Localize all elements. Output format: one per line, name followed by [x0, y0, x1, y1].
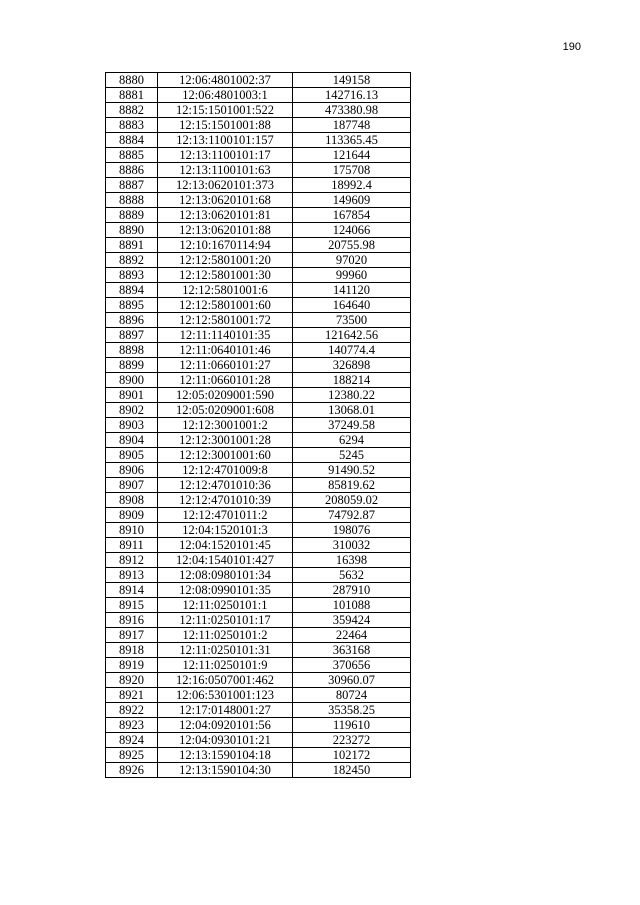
- value-cell: 121644: [293, 148, 411, 163]
- value-cell: 12380.22: [293, 388, 411, 403]
- value-cell: 6294: [293, 433, 411, 448]
- cadastral-number-cell: 12:06:4801002:37: [158, 73, 293, 88]
- cadastral-number-cell: 12:12:5801001:72: [158, 313, 293, 328]
- row-number-cell: 8914: [106, 583, 158, 598]
- value-cell: 326898: [293, 358, 411, 373]
- value-cell: 141120: [293, 283, 411, 298]
- table-row: [106, 148, 411, 163]
- value-cell: 20755.98: [293, 238, 411, 253]
- table-row: [106, 73, 411, 88]
- row-number-cell: 8886: [106, 163, 158, 178]
- table-row: [106, 238, 411, 253]
- table-row: [106, 283, 411, 298]
- cadastral-number-cell: 12:12:5801001:30: [158, 268, 293, 283]
- row-number-cell: 8894: [106, 283, 158, 298]
- value-cell: 5245: [293, 448, 411, 463]
- page-number: 190: [562, 41, 581, 53]
- value-cell: 13068.01: [293, 403, 411, 418]
- row-number-cell: 8907: [106, 478, 158, 493]
- cadastral-number-cell: 12:13:1590104:30: [158, 763, 293, 778]
- cadastral-number-cell: 12:06:4801003:1: [158, 88, 293, 103]
- table-row: [106, 598, 411, 613]
- table-row: [106, 433, 411, 448]
- value-cell: 102172: [293, 748, 411, 763]
- row-number-cell: 8901: [106, 388, 158, 403]
- cadastral-number-cell: 12:08:0990101:35: [158, 583, 293, 598]
- row-number-cell: 8922: [106, 703, 158, 718]
- row-number-cell: 8918: [106, 643, 158, 658]
- cadastral-number-cell: 12:11:0660101:27: [158, 358, 293, 373]
- cadastral-number-cell: 12:11:0640101:46: [158, 343, 293, 358]
- value-cell: 113365.45: [293, 133, 411, 148]
- table-row: [106, 223, 411, 238]
- value-cell: 310032: [293, 538, 411, 553]
- value-cell: 91490.52: [293, 463, 411, 478]
- table-row: [106, 373, 411, 388]
- table-body: [106, 73, 411, 778]
- value-cell: 208059.02: [293, 493, 411, 508]
- row-number-cell: 8903: [106, 418, 158, 433]
- value-cell: 73500: [293, 313, 411, 328]
- row-number-cell: 8898: [106, 343, 158, 358]
- table-row: [106, 673, 411, 688]
- cadastral-number-cell: 12:13:0620101:373: [158, 178, 293, 193]
- cadastral-number-cell: 12:11:1140101:35: [158, 328, 293, 343]
- cadastral-number-cell: 12:11:0660101:28: [158, 373, 293, 388]
- cadastral-number-cell: 12:04:0930101:21: [158, 733, 293, 748]
- row-number-cell: 8908: [106, 493, 158, 508]
- row-number-cell: 8905: [106, 448, 158, 463]
- row-number-cell: 8895: [106, 298, 158, 313]
- row-number-cell: 8913: [106, 568, 158, 583]
- cadastral-number-cell: 12:06:5301001:123: [158, 688, 293, 703]
- table-row: [106, 268, 411, 283]
- table-row: [106, 733, 411, 748]
- cadastral-number-cell: 12:04:1520101:3: [158, 523, 293, 538]
- row-number-cell: 8881: [106, 88, 158, 103]
- row-number-cell: 8883: [106, 118, 158, 133]
- table-row: [106, 763, 411, 778]
- table-row: [106, 343, 411, 358]
- row-number-cell: 8882: [106, 103, 158, 118]
- table-row: [106, 493, 411, 508]
- value-cell: 121642.56: [293, 328, 411, 343]
- cadastral-number-cell: 12:11:0250101:2: [158, 628, 293, 643]
- value-cell: 22464: [293, 628, 411, 643]
- table-row: [106, 133, 411, 148]
- cadastral-number-cell: 12:11:0250101:1: [158, 598, 293, 613]
- table-row: [106, 403, 411, 418]
- cadastral-number-cell: 12:15:1501001:88: [158, 118, 293, 133]
- cadastral-number-cell: 12:13:1100101:157: [158, 133, 293, 148]
- table-row: [106, 358, 411, 373]
- row-number-cell: 8912: [106, 553, 158, 568]
- value-cell: 124066: [293, 223, 411, 238]
- value-cell: 149609: [293, 193, 411, 208]
- row-number-cell: 8924: [106, 733, 158, 748]
- table-row: [106, 643, 411, 658]
- value-cell: 18992.4: [293, 178, 411, 193]
- table-row: [106, 478, 411, 493]
- value-cell: 167854: [293, 208, 411, 223]
- row-number-cell: 8891: [106, 238, 158, 253]
- table-row: [106, 703, 411, 718]
- data-table: [105, 72, 411, 778]
- cadastral-number-cell: 12:12:4701009:8: [158, 463, 293, 478]
- value-cell: 140774.4: [293, 343, 411, 358]
- cadastral-number-cell: 12:15:1501001:522: [158, 103, 293, 118]
- cadastral-number-cell: 12:12:5801001:6: [158, 283, 293, 298]
- row-number-cell: 8910: [106, 523, 158, 538]
- table-row: [106, 583, 411, 598]
- table-row: [106, 538, 411, 553]
- row-number-cell: 8893: [106, 268, 158, 283]
- cadastral-number-cell: 12:10:1670114:94: [158, 238, 293, 253]
- value-cell: 164640: [293, 298, 411, 313]
- cadastral-number-cell: 12:13:1100101:17: [158, 148, 293, 163]
- cadastral-number-cell: 12:12:5801001:60: [158, 298, 293, 313]
- row-number-cell: 8887: [106, 178, 158, 193]
- row-number-cell: 8919: [106, 658, 158, 673]
- row-number-cell: 8906: [106, 463, 158, 478]
- row-number-cell: 8896: [106, 313, 158, 328]
- value-cell: 370656: [293, 658, 411, 673]
- value-cell: 473380.98: [293, 103, 411, 118]
- cadastral-number-cell: 12:12:4701010:39: [158, 493, 293, 508]
- row-number-cell: 8902: [106, 403, 158, 418]
- table-row: [106, 328, 411, 343]
- cadastral-number-cell: 12:11:0250101:9: [158, 658, 293, 673]
- value-cell: 359424: [293, 613, 411, 628]
- row-number-cell: 8916: [106, 613, 158, 628]
- table-row: [106, 448, 411, 463]
- table-row: [106, 103, 411, 118]
- value-cell: 198076: [293, 523, 411, 538]
- table-row: [106, 553, 411, 568]
- table-row: [106, 313, 411, 328]
- value-cell: 30960.07: [293, 673, 411, 688]
- value-cell: 363168: [293, 643, 411, 658]
- row-number-cell: 8889: [106, 208, 158, 223]
- value-cell: 5632: [293, 568, 411, 583]
- table-row: [106, 658, 411, 673]
- table-row: [106, 208, 411, 223]
- cadastral-number-cell: 12:12:3001001:60: [158, 448, 293, 463]
- value-cell: 287910: [293, 583, 411, 598]
- cadastral-number-cell: 12:17:0148001:27: [158, 703, 293, 718]
- cadastral-number-cell: 12:13:0620101:68: [158, 193, 293, 208]
- row-number-cell: 8917: [106, 628, 158, 643]
- row-number-cell: 8890: [106, 223, 158, 238]
- cadastral-number-cell: 12:05:0209001:608: [158, 403, 293, 418]
- cadastral-number-cell: 12:13:0620101:88: [158, 223, 293, 238]
- value-cell: 149158: [293, 73, 411, 88]
- cadastral-number-cell: 12:12:3001001:28: [158, 433, 293, 448]
- row-number-cell: 8888: [106, 193, 158, 208]
- value-cell: 35358.25: [293, 703, 411, 718]
- row-number-cell: 8885: [106, 148, 158, 163]
- row-number-cell: 8904: [106, 433, 158, 448]
- cadastral-number-cell: 12:04:0920101:56: [158, 718, 293, 733]
- table-row: [106, 298, 411, 313]
- row-number-cell: 8911: [106, 538, 158, 553]
- table-row: [106, 193, 411, 208]
- value-cell: 80724: [293, 688, 411, 703]
- cadastral-number-cell: 12:12:3001001:2: [158, 418, 293, 433]
- row-number-cell: 8925: [106, 748, 158, 763]
- table-row: [106, 508, 411, 523]
- row-number-cell: 8921: [106, 688, 158, 703]
- table-row: [106, 568, 411, 583]
- table-row: [106, 253, 411, 268]
- row-number-cell: 8920: [106, 673, 158, 688]
- table-row: [106, 388, 411, 403]
- table-row: [106, 748, 411, 763]
- table-row: [106, 178, 411, 193]
- row-number-cell: 8892: [106, 253, 158, 268]
- value-cell: 97020: [293, 253, 411, 268]
- row-number-cell: 8897: [106, 328, 158, 343]
- cadastral-number-cell: 12:13:0620101:81: [158, 208, 293, 223]
- row-number-cell: 8900: [106, 373, 158, 388]
- cadastral-number-cell: 12:13:1100101:63: [158, 163, 293, 178]
- row-number-cell: 8915: [106, 598, 158, 613]
- cadastral-number-cell: 12:12:4701010:36: [158, 478, 293, 493]
- cadastral-number-cell: 12:12:5801001:20: [158, 253, 293, 268]
- value-cell: 85819.62: [293, 478, 411, 493]
- table-row: [106, 463, 411, 478]
- table-row: [106, 613, 411, 628]
- row-number-cell: 8880: [106, 73, 158, 88]
- cadastral-number-cell: 12:12:4701011:2: [158, 508, 293, 523]
- row-number-cell: 8899: [106, 358, 158, 373]
- cadastral-number-cell: 12:16:0507001:462: [158, 673, 293, 688]
- table-row: [106, 88, 411, 103]
- table-row: [106, 163, 411, 178]
- value-cell: 187748: [293, 118, 411, 133]
- value-cell: 74792.87: [293, 508, 411, 523]
- cadastral-number-cell: 12:11:0250101:17: [158, 613, 293, 628]
- value-cell: 175708: [293, 163, 411, 178]
- row-number-cell: 8884: [106, 133, 158, 148]
- value-cell: 142716.13: [293, 88, 411, 103]
- cadastral-number-cell: 12:04:1520101:45: [158, 538, 293, 553]
- row-number-cell: 8909: [106, 508, 158, 523]
- table-row: [106, 418, 411, 433]
- value-cell: 37249.58: [293, 418, 411, 433]
- table-row: [106, 718, 411, 733]
- value-cell: 223272: [293, 733, 411, 748]
- table-row: [106, 628, 411, 643]
- cadastral-number-cell: 12:08:0980101:34: [158, 568, 293, 583]
- value-cell: 99960: [293, 268, 411, 283]
- value-cell: 119610: [293, 718, 411, 733]
- table-row: [106, 523, 411, 538]
- value-cell: 182450: [293, 763, 411, 778]
- cadastral-number-cell: 12:04:1540101:427: [158, 553, 293, 568]
- cadastral-number-cell: 12:05:0209001:590: [158, 388, 293, 403]
- cadastral-number-cell: 12:13:1590104:18: [158, 748, 293, 763]
- table-row: [106, 688, 411, 703]
- row-number-cell: 8926: [106, 763, 158, 778]
- table-row: [106, 118, 411, 133]
- value-cell: 16398: [293, 553, 411, 568]
- cadastral-number-cell: 12:11:0250101:31: [158, 643, 293, 658]
- value-cell: 188214: [293, 373, 411, 388]
- value-cell: 101088: [293, 598, 411, 613]
- row-number-cell: 8923: [106, 718, 158, 733]
